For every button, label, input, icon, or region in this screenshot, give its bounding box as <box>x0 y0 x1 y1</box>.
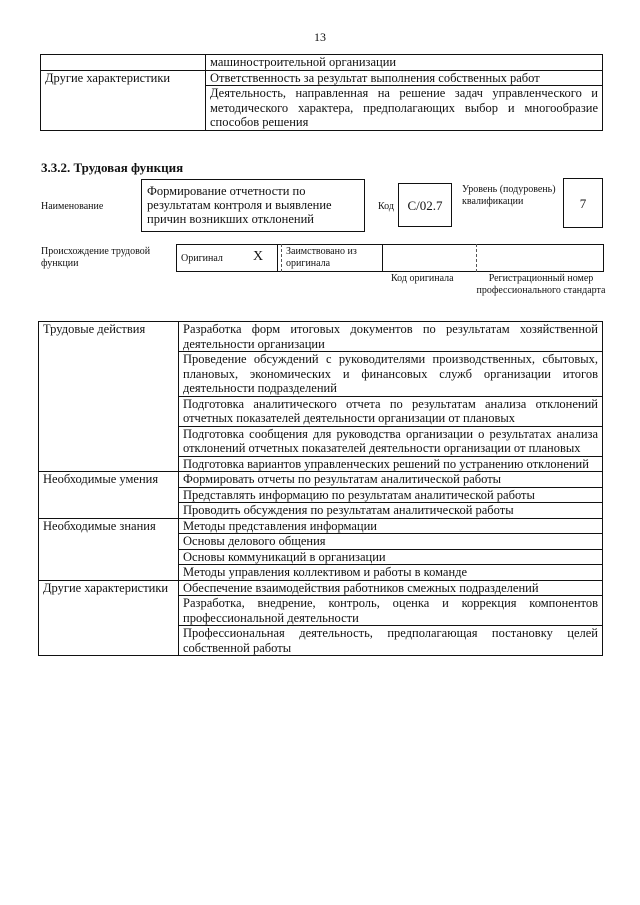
table-cell: Профессиональная деятельность, предполагающая постановку целей собственной работы <box>179 626 603 656</box>
table-cell: Ответственность за результат выполнения собственных работ <box>206 70 603 86</box>
table-row <box>39 472 603 488</box>
table-cell: Проведение обсуждений с руководителями производственных, сбытовых, плановых, экономических и финансовых служб организации итогов деятельности подразделений <box>179 352 603 397</box>
table-cell: Представлять информацию по результатам аналитической работы <box>179 487 603 503</box>
table-cell: Методы управления коллективом и работы в команде <box>179 565 603 581</box>
table-cell: Обеспечение взаимодействия работников смежных подразделений <box>179 580 603 596</box>
cell-divider <box>281 244 282 272</box>
table-cell: Формировать отчеты по результатам аналитической работы <box>179 472 603 488</box>
table-cell: Проводить обсуждения по результатам аналитической работы <box>179 503 603 519</box>
table-cell: Деятельность, направленная на решение задач управленческого и методического характера, предполагающих выбор и многообразие способов решения <box>206 86 603 131</box>
table-cell: Подготовка сообщения для руководства организации о результатах анализа отклонений отчетных показателей деятельности организации от плановых <box>179 426 603 456</box>
page-number: 13 <box>314 30 326 44</box>
table-row <box>39 322 603 352</box>
cell-divider <box>476 244 477 272</box>
cell-divider <box>382 244 383 272</box>
table-cell: Методы представления информации <box>179 518 603 534</box>
table-cell <box>41 55 206 71</box>
row-label: Другие характеристики <box>39 580 179 656</box>
registration-number-caption: Регистрационный номер профессионального стандарта <box>476 273 606 296</box>
table-row <box>39 580 603 596</box>
code-original-caption: Код оригинала <box>391 273 454 284</box>
row-label: Необходимые умения <box>39 472 179 519</box>
original-label: Оригинал <box>181 253 223 264</box>
table-cell: Основы делового общения <box>179 534 603 550</box>
table-cell: машиностроительной организации <box>206 55 603 71</box>
row-label: Необходимые знания <box>39 518 179 580</box>
table-cell: Разработка форм итоговых документов по результатам хозяйственной деятельности организации <box>179 322 603 352</box>
section-heading: 3.3.2. Трудовая функция <box>41 160 184 175</box>
borrowed-label: Заимствовано из оригинала <box>286 246 357 269</box>
table-cell: Подготовка аналитического отчета по результатам анализа отклонений отчетных показателей деятельности организации от плановых <box>179 396 603 426</box>
original-mark: X <box>253 249 264 264</box>
table-row <box>39 518 603 534</box>
origin-label: Происхождение трудовой функции <box>41 246 151 269</box>
table-cell: Подготовка вариантов управленческих решений по устранению отклонений <box>179 456 603 472</box>
table-row <box>41 70 603 86</box>
code-label: Код <box>378 201 394 212</box>
table-row <box>41 55 603 71</box>
continued-characteristics-table <box>40 54 603 131</box>
table-cell: Разработка, внедрение, контроль, оценка и коррекция компонентов профессиональной деятельности <box>179 596 603 626</box>
function-name-box: Формирование отчетности по результатам контроля и выявление причин возникших отклонений <box>141 179 365 232</box>
qualification-level-label: Уровень (подуровень) квалификации <box>462 184 556 207</box>
name-label: Наименование <box>41 201 104 212</box>
labor-function-table <box>38 321 603 656</box>
qualification-level-box: 7 <box>563 178 603 228</box>
code-value-box: С/02.7 <box>398 183 452 227</box>
table-cell: Основы коммуникаций в организации <box>179 549 603 565</box>
row-label: Другие характеристики <box>41 70 206 130</box>
row-label: Трудовые действия <box>39 322 179 472</box>
